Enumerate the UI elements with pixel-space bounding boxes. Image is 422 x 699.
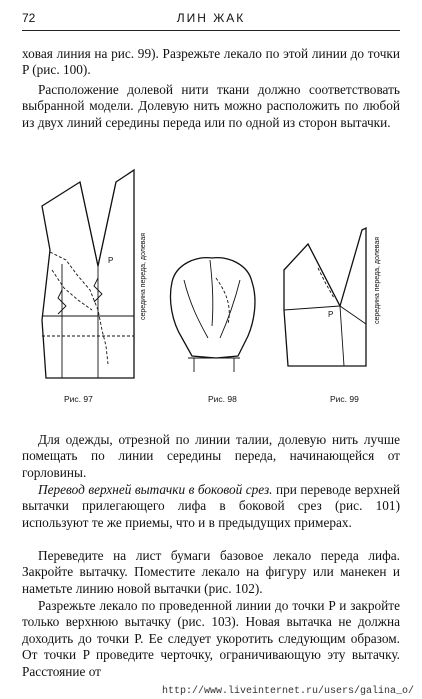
page-number: 72 (22, 11, 36, 25)
fig99-caption: Рис. 99 (330, 394, 359, 404)
paragraph-3: Для одежды, отрезной по линии талии, долевую нить лучше помещать по линии середины переда, начинающейся от горловины. (22, 432, 400, 480)
italic-heading: Перевод верхней вытачки в боковой срез. (38, 482, 273, 497)
figure-97-drawing (22, 160, 400, 410)
paragraph-2: Расположение долевой нити ткани должно соответствовать выбранной модели. Долевую нить можно расположить по любой из двух линий середины переда или по одной из сторон вытачки. (22, 82, 400, 130)
fig97-point-label: P (108, 256, 114, 265)
watermark-url: http://www.liveinternet.ru/users/galina_o/ (161, 686, 414, 697)
figure-row (22, 160, 400, 410)
paragraph-4 (22, 482, 400, 531)
fig97-caption: Рис. 97 (64, 394, 93, 404)
page-header (22, 8, 400, 31)
fig99-point-label: P (328, 310, 334, 319)
paragraph-5: Переведите на лист бумаги базовое лекало переда лифа. Закройте вытачку. Поместите лекало на фигуру или манекен и наметьте линию новой вытачки (рис. 102). (22, 548, 400, 596)
paragraph-6: Разрежьте лекало по проведенной линии до точки P и закройте только верхнюю вытачку (рис. 103). Новая вытачка не должна доходить до точки P. Ее следует укоротить следующим образом. От точки P проведите черточку, ограничивающую эту вытачку. Расстояние от (22, 598, 400, 679)
running-title: ЛИН ЖАК (176, 11, 246, 25)
fig99-side-label: середина переда, долевая (374, 236, 381, 324)
paragraph-1: ховая линия на рис. 99). Разрежьте лекало по этой линии до точки P (рис. 100). (22, 46, 400, 78)
fig97-side-label: середина переда, долевая (140, 232, 147, 320)
paragraph-4-text: при переводе верхней вытачки прилегающего лифа в боковой срез (рис. 101) используют те же приемы, что и в предыдущих примерах. (22, 482, 401, 530)
fig98-caption: Рис. 98 (208, 394, 237, 404)
